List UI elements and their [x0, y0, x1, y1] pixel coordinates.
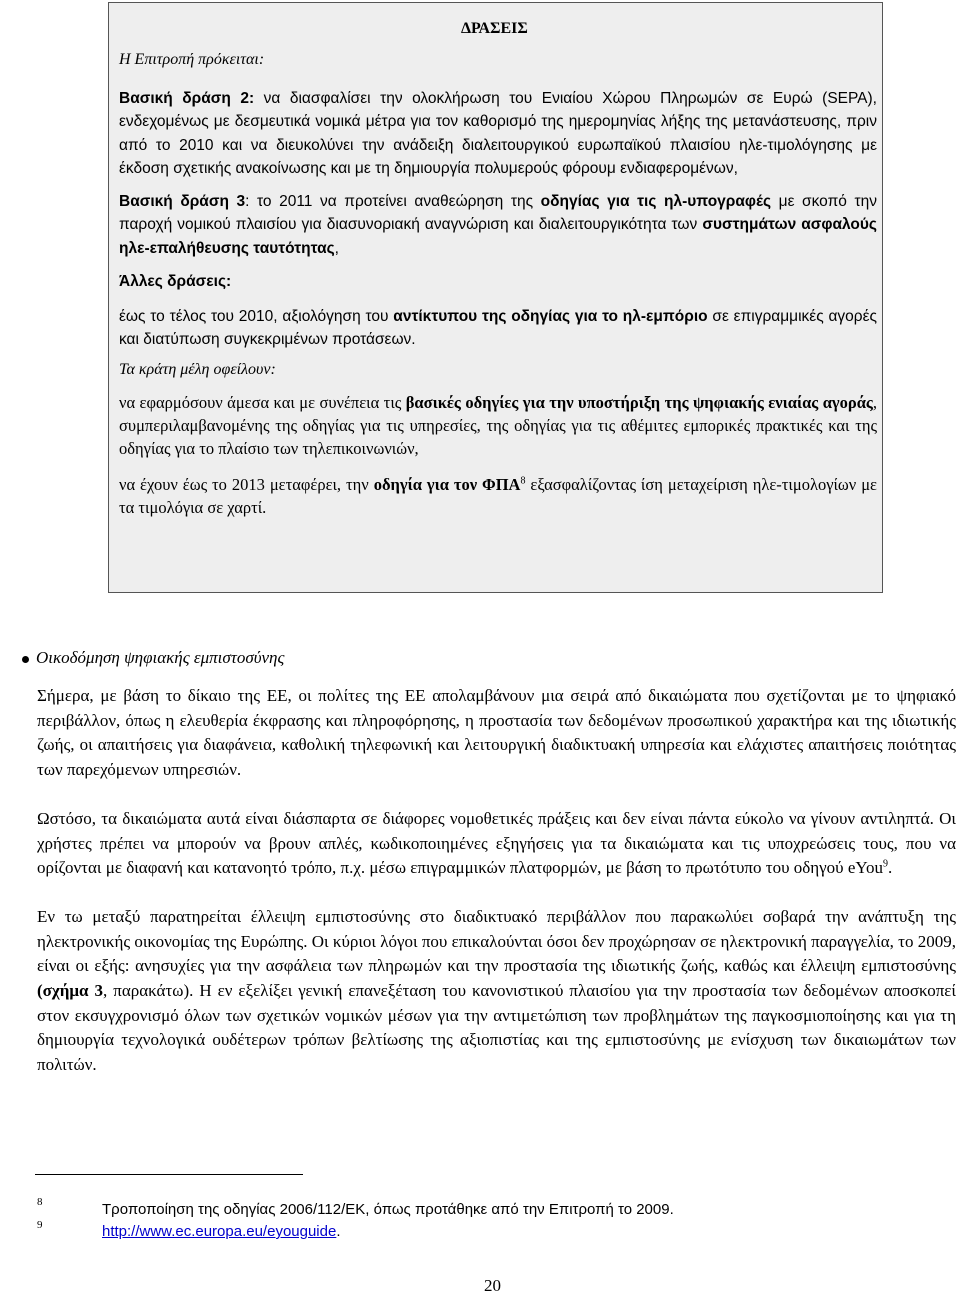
key-action-3 — [119, 190, 877, 260]
eauthentication-systems: συστημάτων ασφαλούς ηλε-επαλήθευσης ταυτότητας — [119, 216, 877, 257]
other-actions-text — [119, 305, 877, 352]
section-title: Οικοδόμηση ψηφιακής εμπιστοσύνης — [36, 648, 285, 667]
paragraph-3-text: Εν τω μεταξύ παρατηρείται έλλειψη εμπιστοσύνης στο διαδικτυακό περιβάλλον που παρακωλύει σοβαρά την ανάπτυξη της ηλεκτρονικής οικονομίας της Ευρώπης. Οι κύριοι λόγοι που επικαλούνται όσοι δεν προχώρησαν σε ηλεκτρονική παραγγελία, το 2009, είναι οι εξής: ανησυχίες για την ασφάλεια των πληρωμών και την προστασία της ιδιωτικής ζωής, καθώς και έλλειψη εμπιστοσύνης — [37, 906, 956, 976]
box-label: Η Επιτροπή πρόκειται: — [119, 51, 265, 68]
paragraph-2 — [37, 807, 956, 881]
esignature-directive: οδηγίας για τις ηλ-υπογραφές — [540, 193, 772, 211]
eyouguide-link[interactable]: http://www.ec.europa.eu/eyouguide — [102, 1223, 337, 1240]
key-action-2 — [119, 87, 877, 180]
ecommerce-directive: αντίκτυπου της οδηγίας για το ηλ-εμπόριο — [393, 308, 708, 326]
key-action-2-title: Βασική δράση 2: — [119, 90, 255, 107]
key-action-3-text-2: με σκοπό την παροχή νομικού πλαισίου για διασυνοριακή αναγνώριση και διαλειτουργικότητα των — [119, 193, 877, 234]
footnote-ref-8[interactable]: 8 — [520, 475, 526, 487]
paragraph-3 — [37, 905, 956, 1078]
member-states-item-1 — [119, 391, 877, 461]
ms1-b: βασικές οδηγίες για την υποστήριξη της ψηφιακής ενιαίας αγοράς — [405, 392, 873, 412]
footnote-9-number: 9 — [37, 1219, 43, 1231]
ms1-c: , συμπεριλαμβανομένης της οδηγίας για τις υπηρεσίες, της οδηγίας για τις αθέμιτες εμπορικές πρακτικές και της οδηγίας για το πλαίσιο των τηλεπικοινωνιών, — [119, 392, 877, 459]
paragraph-1: Σήμερα, με βάση το δίκαιο της ΕΕ, οι πολίτες της ΕΕ απολαμβάνουν μια σειρά από δικαιώματα που σχετίζονται με το ψηφιακό περιβάλλον, όπως η ελευθερία έκφρασης και πληροφόρησης, η προστασία των δεδομένων προσωπικού χαρακτήρα και της ιδιωτικής ζωής, οι απαιτήσεις για διαφάνεια, καθολική τηλεφωνική και λειτουργική διαδικτυακή υπηρεσία και ελάχιστες απαιτήσεις ποιότητας των παρεχόμενων υπηρεσιών. — [37, 686, 956, 780]
footnote-ref-9[interactable]: 9 — [882, 858, 888, 870]
vat-directive: οδηγία για τον ΦΠΑ — [373, 474, 521, 494]
footnote-9-end: . — [336, 1223, 341, 1240]
actions-box — [108, 2, 883, 593]
ms2-c: εξασφαλίζοντας ίση μεταχείριση ηλε-τιμολογίων με τα τιμολόγια σε χαρτί. — [119, 474, 877, 517]
key-action-3-end: , — [334, 239, 339, 257]
ms1-a: να εφαρμόσουν άμεσα και με συνέπεια τις — [119, 392, 406, 412]
key-action-2-text: να διασφαλίσει την ολοκλήρωση του Ενιαίου Χώρου Πληρωμών σε Ευρώ (SEPA), ενδεχομένως με δεσμευτικά νομικά μέτρα για τον καθορισμό της ημερομηνίας λήξης της μετανάστευσης, πριν από το 2010 και να διευκολύνει την ανάδειξη διαλειτουργικού ευρωπαϊκού πλαισίου ηλε-τιμολόγησης με έκδοση σχετικής ανακοίνωσης και με τη δημιουργία πολυμερούς φόρουμ ενδιαφερομένων, — [119, 90, 877, 177]
paragraph-2-end: . — [887, 858, 893, 878]
other-actions-text-c: σε επιγραμμικές αγορές και διατύπωση συγκεκριμένων προτάσεων. — [119, 308, 877, 349]
footnote-9 — [102, 1223, 341, 1240]
footnote-8-number: 8 — [37, 1196, 43, 1208]
bullet-icon — [22, 656, 29, 663]
paragraph-3-text-2: , παρακάτω). Η εν εξελίξει γενική επανεξέταση του κανονιστικού πλαισίου για την προστασία των δεδομένων αποσκοπεί στον εκσυγχρονισμό όλων των σχετικών νομικών μέσων για την αντιμετώπιση των προβλημάτων της παγκοσμιοποίησης και για τη δημιουργία τεχνολογικά ουδέτερων τρόπων βελτίωσης της αξιοπιστίας και της εμπιστοσύνης με ενίσχυση των δικαιωμάτων των πολιτών. — [37, 981, 956, 1075]
key-action-3-text: : το 2011 να προτείνει αναθεώρηση της — [245, 193, 541, 211]
other-actions-text-a: έως το τέλος του 2010, αξιολόγηση του — [119, 308, 394, 326]
main-text — [37, 684, 956, 1078]
ms2-a: να έχουν έως το 2013 μεταφέρει, την — [119, 474, 374, 494]
footnote-divider — [35, 1174, 303, 1175]
box-content — [119, 87, 877, 519]
paragraph-2-text: Ωστόσο, τα δικαιώματα αυτά είναι διάσπαρτα σε διάφορες νομοθετικές πράξεις και δεν είναι πάντα εύκολο να γίνουν αντιληπτά. Οι χρήστες πρέπει να μπορούν να βρουν απλές, κωδικοποιημένες εξηγήσεις για τα δικαιώματα και τις υποχρεώσεις τους, που να ορίζονται με διαφανή και κατανοητό τρόπο, π.χ. μέσω επιγραμμικών πλατφορμών, με βάση το πρωτότυπο του οδηγού eYou — [37, 808, 956, 878]
other-actions-heading: Άλλες δράσεις: — [119, 273, 232, 291]
key-action-3-title: Βασική δράση 3 — [119, 193, 246, 211]
box-heading: ΔΡΑΣΕΙΣ — [461, 20, 528, 37]
figure-3-reference: (σχήμα 3 — [37, 981, 104, 1001]
member-states-item-2 — [119, 473, 877, 520]
footnote-8-text: Τροποποίηση της οδηγίας 2006/112/ΕΚ, όπως προτάθηκε από την Επιτροπή το 2009. — [102, 1201, 674, 1218]
member-states-label: Τα κράτη μέλη οφείλουν: — [119, 360, 276, 378]
page-number: 20 — [484, 1276, 501, 1295]
